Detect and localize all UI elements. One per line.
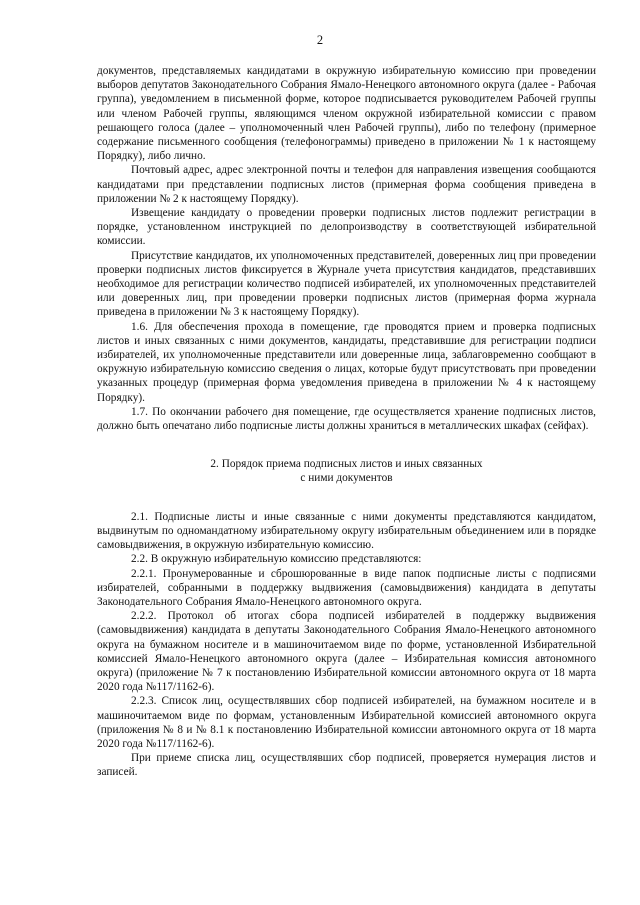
paragraph-notice-registration: Извещение кандидату о проведении проверки подписных листов подлежит регистрации в порядке, установленном инструкцией по делопроизводству в соответствующей избирательной комиссии. bbox=[97, 207, 596, 248]
section-heading-line-2: с ними документов bbox=[300, 472, 393, 485]
paragraph-1-6: 1.6. Для обеспечения прохода в помещение, где проводятся прием и проверка подписных листов и иных связанных с ними документов, кандидаты, представившие для регистрации подписи избирателей, их уполномоченные представители или доверенные лица, заблаговременно сообщают в окружную избирательную комиссию сведения о лицах, которые будут присутствовать при проведении указанных процедур (примерная форма уведомления приведена в приложении № 4 к настоящему Порядку). bbox=[97, 320, 596, 404]
section-heading bbox=[97, 457, 596, 485]
document-body bbox=[97, 64, 596, 780]
paragraph-2-2: 2.2. В окружную избирательную комиссию представляются: bbox=[131, 553, 422, 566]
paragraph-2-2-3: 2.2.3. Список лиц, осуществлявших сбор подписей избирателей, на бумажном носителе и в машиночитаемом виде по формам, установленным Избирательной комиссией автономного округа (приложения № 8 и № 8.1 к постановлению Избирательной комиссии автономного округа от 18 марта 2020 года №117/1162-6). bbox=[97, 695, 596, 750]
paragraph-continuation: документов, представляемых кандидатами в окружную избирательную комиссию при проведении выборов депутатов Законодательного Собрания Ямало-Ненецкого автономного округа (далее - Рабочая группа), уведомлением в письменной форме, которое подписывается руководителем Рабочей группы или членом Рабочей группы, являющимся членом окружной избирательной комиссии с правом решающего голоса (далее – уполномоченный член Рабочей группы), либо по телефону (примерное содержание письменного сообщения (телефонограммы) приведено в приложении № 1 к настоящему Порядку), либо лично. bbox=[97, 65, 596, 163]
paragraph-postal-address: Почтовый адрес, адрес электронной почты и телефон для направления извещения сообщаются кандидатами при представлении подписных листов (примерная форма сообщения приведена в приложении № 2 к настоящему Порядку). bbox=[97, 164, 596, 205]
paragraph-2-2-1: 2.2.1. Пронумерованные и сброшюрованные в виде папок подписные листы с подписями избирателей, собранными в поддержку выдвижения (самовыдвижения) кандидата в депутаты Законодательного Собрания Ямало-Ненецкого автономного округа. bbox=[97, 567, 596, 608]
paragraph-2-2-2: 2.2.2. Протокол об итогах сбора подписей избирателей в поддержку выдвижения (самовыдвижения) кандидата в депутаты Законодательного Собрания Ямало-Ненецкого автономного округа на бумажном носителе и в машиночитаемом виде по форме, установленной Избирательной комиссией Ямало-Ненецкого автономного округа (далее – Избирательная комиссия автономного округа) (приложение № 7 к постановлению Избирательной комиссии автономного округа от 18 марта 2020 года №117/1162-6). bbox=[97, 610, 596, 694]
paragraph-list-check: При приеме списка лиц, осуществлявших сбор подписей, проверяется нумерация листов и записей. bbox=[97, 752, 596, 779]
paragraph-2-1: 2.1. Подписные листы и иные связанные с ними документы представляются кандидатом, выдвинутым по одномандатному избирательному округу избирательным объединением или в порядке самовыдвижения, в окружную избирательную комиссию. bbox=[97, 510, 596, 552]
page-number: 2 bbox=[316, 33, 324, 47]
paragraph-attendance-journal: Присутствие кандидатов, их уполномоченных представителей, доверенных лиц при проведении проверки подписных листов фиксируется в Журнале учета присутствия кандидатов, представивших необходимое для регистрации количество подписей избирателей, их уполномоченных представителей или доверенных лиц, при проведении проверки подписных листов (примерная форма журнала приведена в приложении № 3 к настоящему Порядку). bbox=[97, 249, 596, 319]
paragraph-1-7: 1.7. По окончании рабочего дня помещение, где осуществляется хранение подписных листов, должно быть опечатано либо подписные листы должны храниться в металлических шкафах (сейфах). bbox=[97, 405, 596, 433]
section-heading-line-1: 2. Порядок приема подписных листов и иных связанных bbox=[210, 458, 483, 471]
